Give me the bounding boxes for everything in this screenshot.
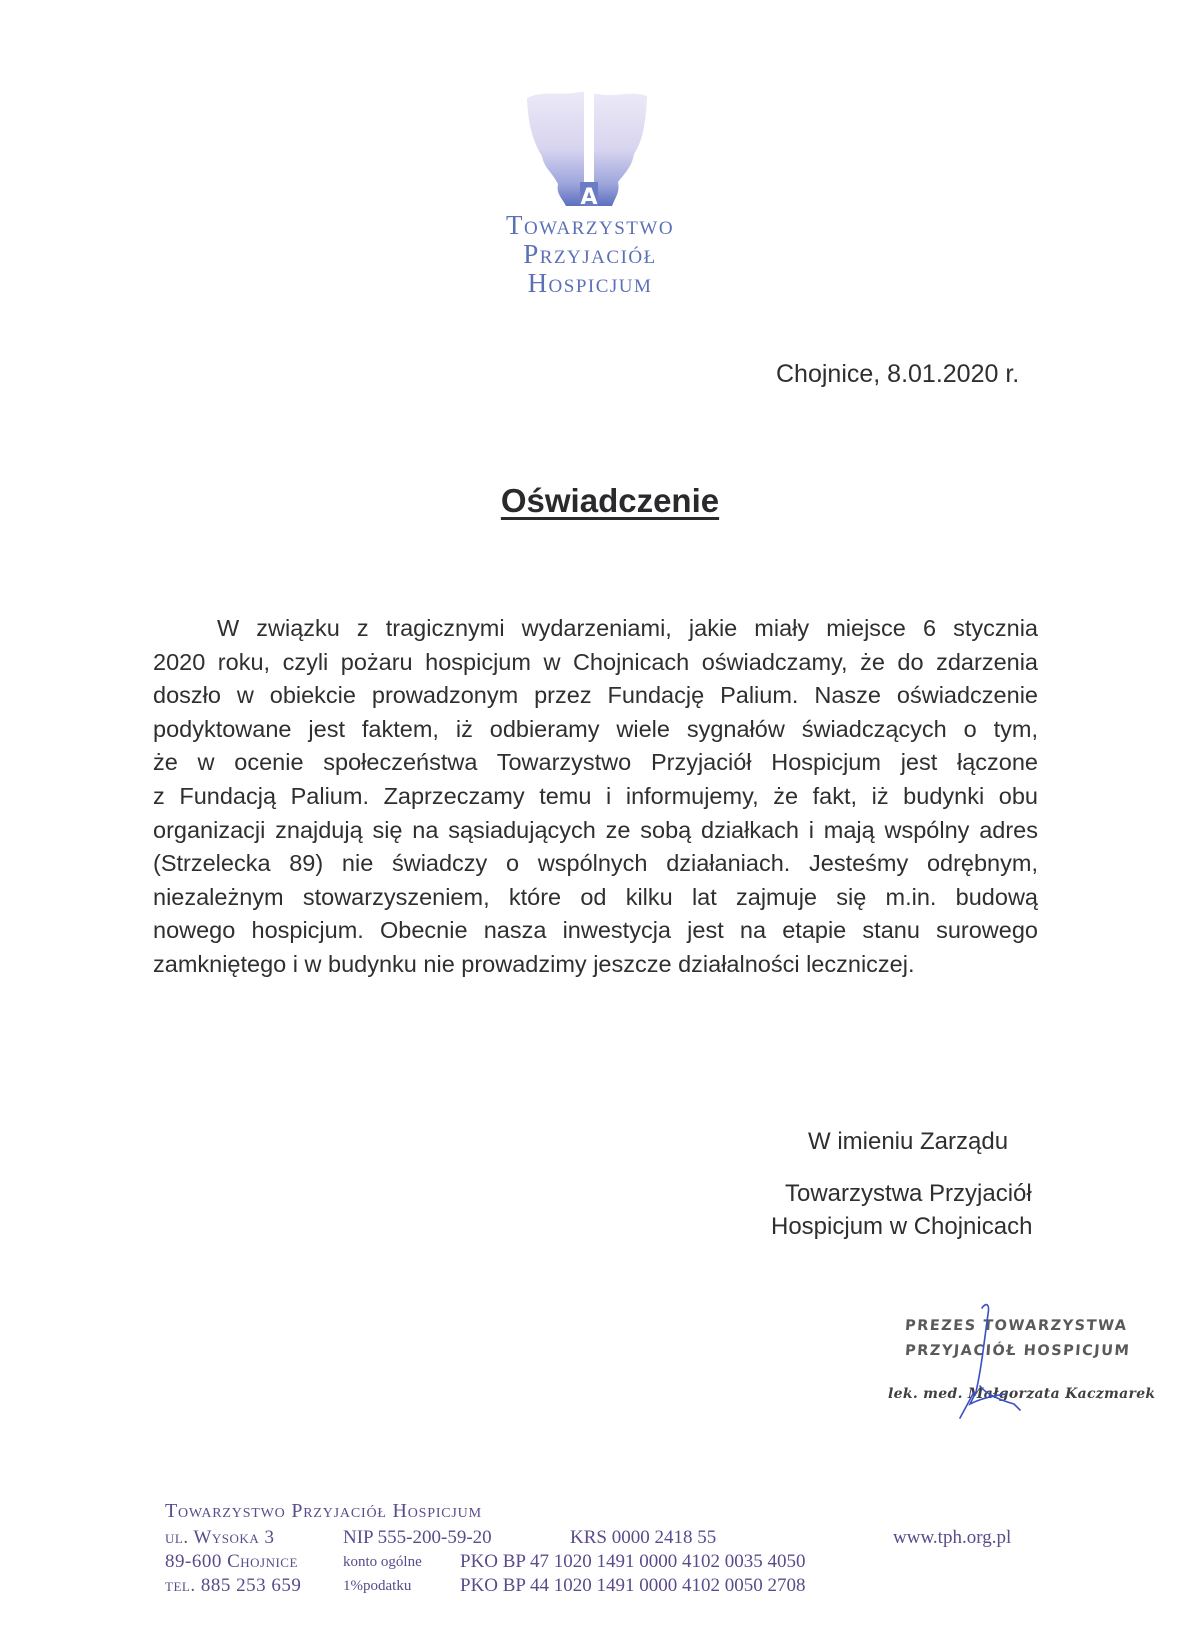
body-line: organizacji znajdują się na sąsiadujących ze sobą działkach i mają wspólny adres: [153, 816, 1038, 843]
handwritten-signature-icon: [930, 1300, 1070, 1430]
body-line: doszło w obiekcie prowadzonym przez Fundację Palium. Nasze oświadczenie: [153, 682, 1038, 709]
stamp-line-2: PRZYJACIÓŁ HOSPICJUM: [904, 1343, 1131, 1359]
logo-text-line-2: Przyjaciół: [523, 239, 657, 269]
stamp-signatory-name: lek. med. Małgorzata Kaczmarek: [888, 1386, 1156, 1402]
svg-text:A: A: [580, 185, 598, 210]
footer-tax-account-number: PKO BP 44 1020 1491 0000 4102 0050 2708: [460, 1575, 806, 1596]
logo-text-line-1: Towarzystwo: [505, 210, 675, 240]
hospice-butterfly-logo-icon: [522, 86, 652, 210]
body-line: W związku z tragicznymi wydarzeniami, jakie miały miejsce 6 stycznia: [217, 615, 1038, 641]
statement-body: [153, 612, 1038, 982]
body-line: nowego hospicjum. Obecnie nasza inwestycja jest na etapie stanu surowego: [153, 917, 1038, 944]
footer-krs: KRS 0000 2418 55: [570, 1527, 717, 1548]
closing-org-line-2: Hospicjum w Chojnicach: [771, 1213, 1033, 1240]
document-title: Oświadczenie: [500, 482, 720, 519]
body-line: (Strzelecka 89) nie świadczy o wspólnych działaniach. Jesteśmy odrębnym,: [153, 850, 1038, 877]
footer-org-name: Towarzystwo Przyjaciół Hospicjum: [165, 1500, 482, 1522]
footer-phone: tel. 885 253 659: [165, 1575, 302, 1596]
body-line: z Fundacją Palium. Zaprzeczamy temu i informujemy, że fakt, iż budynki obu: [153, 782, 1038, 809]
body-line: zamkniętego i w budynku nie prowadzimy jeszcze działalności leczniczej.: [153, 950, 915, 977]
body-line: niezależnym stowarzyszeniem, które od kilku lat zajmuje się m.in. budową: [153, 883, 1038, 910]
body-line: 2020 roku, czyli pożaru hospicjum w Chojnicach oświadczamy, że do zdarzenia: [153, 648, 1038, 675]
footer-account-label: konto ogólne: [343, 1554, 422, 1570]
closing-org-line-1: Towarzystwa Przyjaciół: [785, 1180, 1032, 1207]
footer-tax-label: 1%podatku: [343, 1578, 412, 1594]
body-line: że w ocenie społeczeństwa Towarzystwo Przyjaciół Hospicjum jest łączone: [153, 749, 1038, 776]
date-place-line: Chojnice, 8.01.2020 r.: [776, 360, 1020, 388]
footer-account-number: PKO BP 47 1020 1491 0000 4102 0035 4050: [460, 1551, 806, 1572]
footer-street: ul. Wysoka 3: [165, 1527, 275, 1548]
footer-website-link[interactable]: www.tph.org.pl: [893, 1527, 1012, 1548]
stamp-line-1: PREZES TOWARZYSTWA: [904, 1318, 1129, 1334]
body-line: podyktowane jest faktem, iż odbieramy wiele sygnałów świadczących o tym,: [153, 715, 1038, 742]
footer-nip: NIP 555-200-59-20: [343, 1527, 492, 1548]
footer-city: 89-600 Chojnice: [165, 1551, 298, 1572]
logo-text-line-3: Hospicjum: [527, 268, 653, 298]
closing-on-behalf: W imieniu Zarządu: [808, 1128, 1009, 1155]
